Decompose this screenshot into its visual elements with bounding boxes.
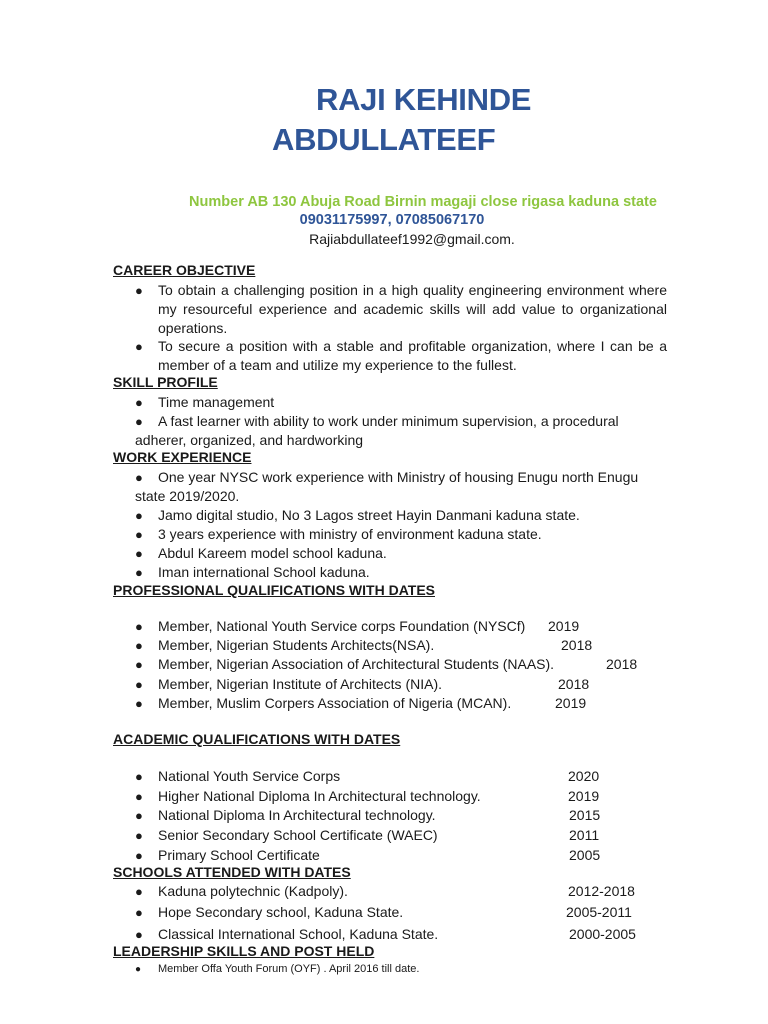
- bullet-icon: ●: [135, 508, 143, 523]
- table-row: [135, 636, 655, 655]
- qualification-label: Member, National Youth Service corps Foundation (NYSCf): [158, 618, 526, 634]
- table-row: [135, 882, 655, 901]
- table-row: [135, 655, 655, 674]
- work-experience-heading: WORK EXPERIENCE: [113, 449, 252, 465]
- list-item: [135, 337, 667, 375]
- list-item-text: Abdul Kareem model school kaduna.: [158, 545, 387, 561]
- bullet-icon: ●: [135, 964, 142, 975]
- qualification-label: Higher National Diploma In Architectural technology.: [158, 788, 481, 804]
- skill-profile-heading: SKILL PROFILE: [113, 374, 218, 390]
- name-second-line: ABDULLATEEF: [272, 122, 496, 157]
- school-label: Classical International School, Kaduna State.: [158, 926, 439, 942]
- bullet-icon: ●: [135, 619, 143, 634]
- qualification-label: National Diploma In Architectural technology.: [158, 807, 436, 823]
- qualification-year: 2018: [558, 676, 590, 692]
- table-row: [135, 617, 655, 636]
- school-label: Hope Secondary school, Kaduna State.: [158, 904, 404, 920]
- list-item: [135, 468, 667, 487]
- school-years: 2000-2005: [569, 926, 636, 942]
- academic-qualifications-heading: ACADEMIC QUALIFICATIONS WITH DATES: [113, 731, 401, 747]
- bullet-icon: ●: [135, 905, 143, 920]
- list-item-text: 3 years experience with ministry of environment kaduna state.: [158, 526, 542, 542]
- career-objective-heading: CAREER OBJECTIVE: [113, 262, 256, 278]
- list-item-text: To obtain a challenging position in a high quality engineering environment where my resourceful experience and academic skills will add value to organizational operations.: [158, 282, 667, 336]
- bullet-icon: ●: [135, 657, 143, 672]
- table-row: [135, 903, 655, 922]
- qualification-label: National Youth Service Corps: [158, 768, 341, 784]
- qualification-label: Member, Nigerian Association of Architectural Students (NAAS).: [158, 656, 555, 672]
- list-item-continuation: state 2019/2020.: [135, 488, 240, 504]
- phone-numbers: 09031175997, 07085067170: [299, 212, 485, 228]
- table-row: [135, 846, 655, 865]
- qualification-year: 2005: [569, 847, 601, 863]
- bullet-icon: ●: [135, 470, 143, 485]
- table-row: [135, 767, 655, 786]
- school-label: Kaduna polytechnic (Kadpoly).: [158, 883, 348, 899]
- bullet-icon: ●: [135, 414, 143, 429]
- qualification-label: Member, Nigerian Institute of Architects (NIA).: [158, 676, 442, 692]
- list-item: [135, 525, 667, 544]
- list-item: [135, 563, 667, 582]
- bullet-icon: ●: [135, 808, 143, 823]
- qualification-year: 2019: [548, 618, 580, 634]
- email: Rajiabdullateef1992@gmail.com.: [309, 231, 515, 247]
- qualification-label: Member, Nigerian Students Architects(NSA).: [158, 637, 435, 653]
- list-item-text: To secure a position with a stable and profitable organization, where I can be a member of a team and utilize my experience to the fullest.: [158, 338, 667, 373]
- qualification-year: 2020: [568, 768, 600, 784]
- leadership-heading: LEADERSHIP SKILLS AND POST HELD: [113, 943, 375, 959]
- qualification-label: Senior Secondary School Certificate (WAEC): [158, 827, 438, 843]
- schools-attended-heading: SCHOOLS ATTENDED WITH DATES: [113, 864, 351, 880]
- bullet-icon: ●: [135, 789, 143, 804]
- bullet-icon: ●: [135, 546, 143, 561]
- list-item-text: One year NYSC work experience with Ministry of housing Enugu north Enugu: [158, 469, 639, 485]
- school-years: 2005-2011: [566, 904, 632, 920]
- qualification-label: Member, Muslim Corpers Association of Nigeria (MCAN).: [158, 695, 512, 711]
- table-row: [135, 787, 655, 806]
- bullet-icon: ●: [135, 565, 143, 580]
- professional-qualifications-heading: PROFESSIONAL QUALIFICATIONS WITH DATES: [113, 582, 435, 598]
- list-item: [135, 506, 667, 525]
- bullet-icon: ●: [135, 638, 143, 653]
- table-row: [135, 694, 655, 713]
- bullet-icon: ●: [135, 395, 143, 410]
- table-row: [135, 925, 655, 944]
- list-item: [135, 393, 667, 412]
- list-item-continuation: adherer, organized, and hardworking: [135, 432, 364, 448]
- list-item-text: Jamo digital studio, No 3 Lagos street Hayin Danmani kaduna state.: [158, 507, 580, 523]
- bullet-icon: ●: [135, 828, 143, 843]
- name-first-line: RAJI KEHINDE: [316, 82, 532, 117]
- qualification-year: 2011: [569, 827, 600, 843]
- bullet-icon: ●: [135, 696, 143, 711]
- list-item: [135, 281, 667, 338]
- address: Number AB 130 Abuja Road Birnin magaji close rigasa kaduna state: [189, 194, 657, 210]
- qualification-year: 2018: [606, 656, 638, 672]
- list-item-text: Time management: [158, 394, 275, 410]
- bullet-icon: ●: [135, 769, 143, 784]
- qualification-year: 2019: [555, 695, 587, 711]
- bullet-icon: ●: [135, 884, 143, 899]
- bullet-icon: ●: [135, 283, 143, 298]
- qualification-year: 2018: [561, 637, 593, 653]
- table-row: [135, 826, 655, 845]
- table-row: [135, 675, 655, 694]
- list-item: [135, 412, 667, 431]
- bullet-icon: ●: [135, 339, 143, 354]
- list-item: [135, 544, 667, 563]
- bullet-icon: ●: [135, 927, 143, 942]
- bullet-icon: ●: [135, 677, 143, 692]
- qualification-label: Primary School Certificate: [158, 847, 320, 863]
- school-years: 2012-2018: [568, 883, 635, 899]
- qualification-year: 2015: [569, 807, 601, 823]
- list-item-text: Member Offa Youth Forum (OYF) . April 2016 till date.: [158, 963, 420, 975]
- list-item-text: A fast learner with ability to work under minimum supervision, a procedural: [158, 413, 619, 429]
- qualification-year: 2019: [568, 788, 600, 804]
- bullet-icon: ●: [135, 527, 143, 542]
- list-item-text: Iman international School kaduna.: [158, 564, 370, 580]
- list-item: [135, 962, 655, 977]
- table-row: [135, 806, 655, 825]
- bullet-icon: ●: [135, 848, 143, 863]
